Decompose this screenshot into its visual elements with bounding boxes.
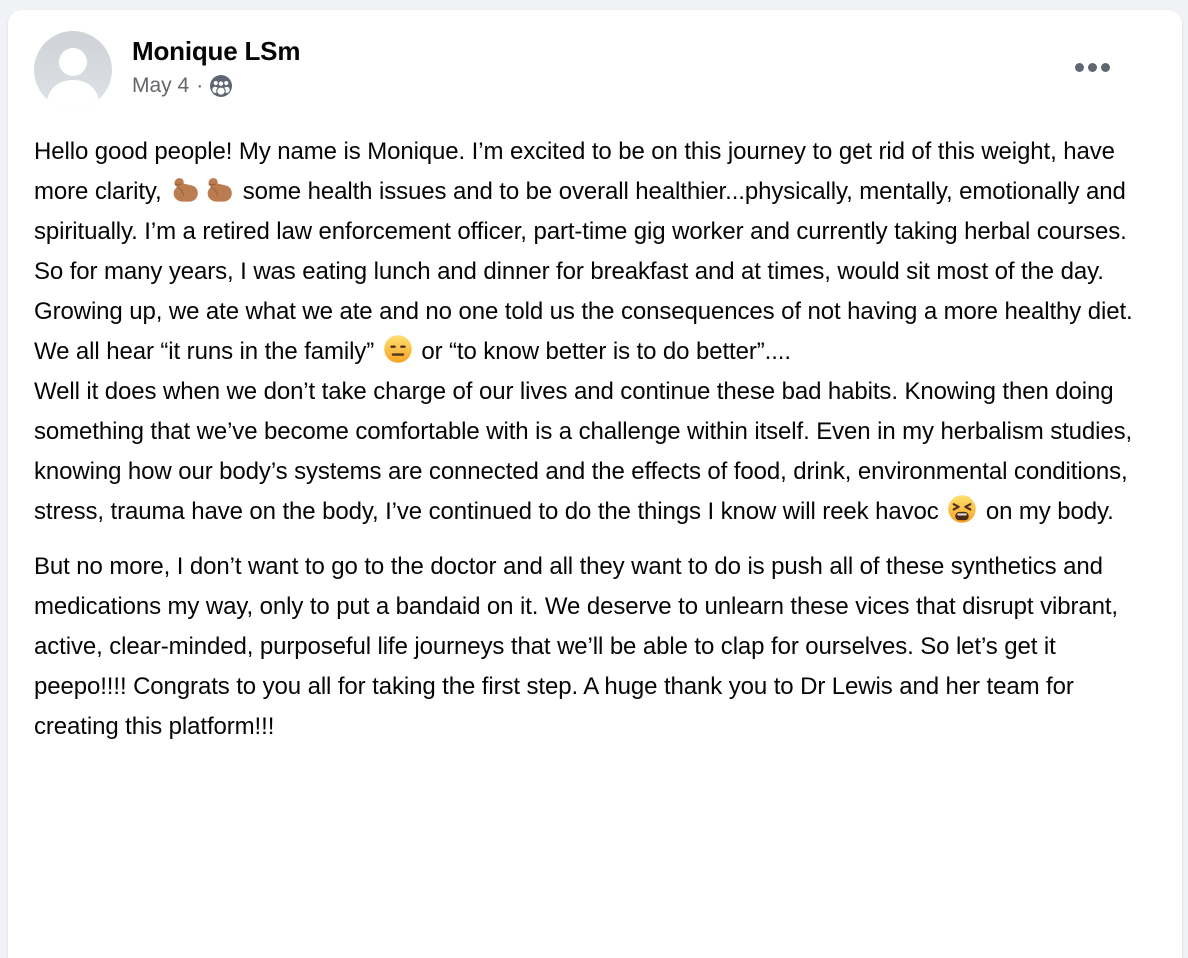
flexed-biceps-icon: [204, 174, 234, 204]
meta-separator: ·: [196, 74, 204, 98]
timestamp[interactable]: May 4: [132, 74, 190, 98]
header-text: [132, 31, 300, 98]
tired-face-icon: [947, 494, 977, 524]
post-card: [8, 10, 1182, 958]
group-icon: [210, 75, 232, 97]
flexed-biceps-icon: [170, 174, 200, 204]
post-paragraph: Hello good people! My name is Monique. I’m excited to be on this journey to get rid of this weight, have more clarity, some health issues and to be overall healthier...physically, mentally, emotionally and spiritually. I’m a retired law enforcement officer, part-time gig worker and currently taking herbal courses. So for many years, I was eating lunch and dinner for breakfast and at times, would sit most of the day. Growing up, we ate what we ate and no one told us the consequences of not having a more healthy diet. We all hear “it runs in the family” or “to know better is to do better”.... Well it does when we don’t take charge of our lives and continue these bad habits. Knowing then doing something that we’ve become comfortable with is a challenge within itself. Even in my herbalism studies, knowing how our body’s systems are connected and the effects of food, drink, environmental conditions, stress, trauma have on the body, I’ve continued to do the things I know will reek havoc on my body.: [34, 138, 1133, 525]
person-silhouette-icon: [34, 31, 112, 109]
author-name[interactable]: Monique LSm: [132, 36, 301, 66]
post-paragraph: But no more, I don’t want to go to the doctor and all they want to do is push all of these synthetics and medications my way, only to put a bandaid on it. We deserve to unlearn these vices that disrupt vibrant, active, clear-minded, purposeful life journeys that we’ll be able to clap for ourselves. So let’s get it peepo!!!! Congrats to you all for taking the first step. A huge thank you to Dr Lewis and her team for creating this platform!!!: [34, 553, 1118, 740]
avatar[interactable]: [34, 31, 112, 109]
post-body: [8, 109, 1182, 775]
post-header: [8, 10, 1182, 109]
post-meta: [132, 74, 300, 98]
post-menu-button[interactable]: [1072, 49, 1112, 85]
ellipsis-icon: [1075, 63, 1110, 72]
expressionless-face-icon: [383, 334, 413, 364]
